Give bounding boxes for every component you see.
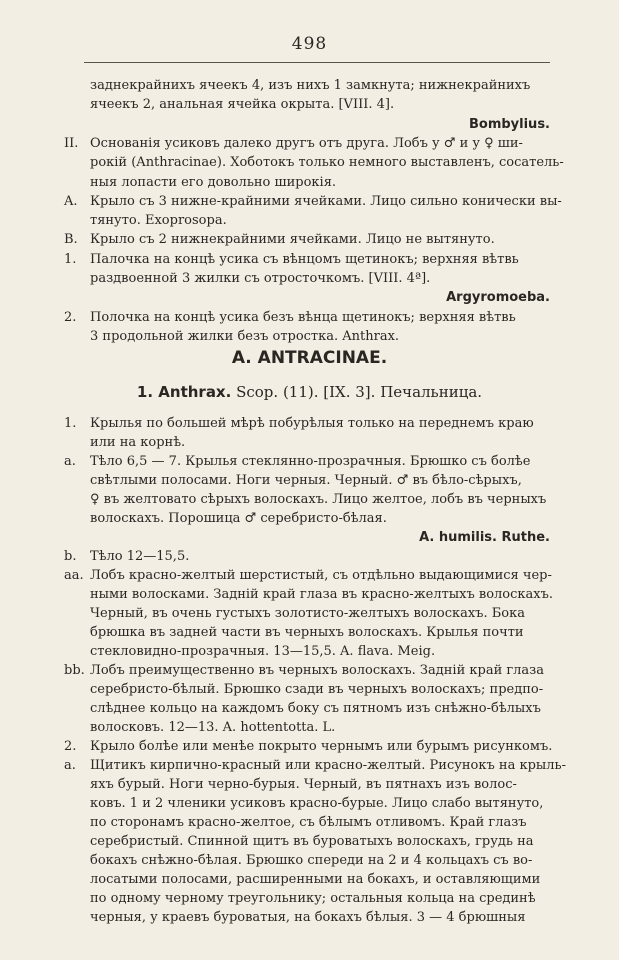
text-line: по одному черному треугольнику; остальныя кольца на срединѣ bbox=[90, 891, 536, 906]
text-line: яхъ бурый. Ноги черно-бурыя. Черный, въ пятнахъ изъ волос- bbox=[90, 777, 517, 792]
text-line: Основанія усиковъ далеко другъ отъ друга. Лобъ у ♂ и у ♀ ши- bbox=[90, 135, 523, 151]
line-marker: A. bbox=[64, 193, 78, 209]
text-line: Крыло болѣе или менѣе покрыто чернымъ или бурымъ рисункомъ. bbox=[90, 739, 553, 754]
text-line: Тѣло 6,5 — 7. Крылья стеклянно-прозрачныя. Брюшко съ болѣе bbox=[90, 454, 531, 469]
text-line: черныя, у краевъ буроватыя, на бокахъ бѣлыя. 3 — 4 брюшныя bbox=[90, 910, 526, 925]
text-line: ♀ въ желтовато сѣрыхъ волоскахъ. Лицо желтое, лобъ въ черныхъ bbox=[90, 492, 547, 507]
text-line: ковъ. 1 и 2 членики усиковъ красно-бурые. Лицо слабо вытянуто, bbox=[90, 796, 544, 811]
text-line: по сторонамъ красно-желтое, съ бѣлымъ отливомъ. Край глазъ bbox=[90, 815, 527, 830]
text-line: волоскахъ. Порошица ♂ серебристо-бѣлая. bbox=[90, 511, 387, 526]
text-line: Черный, въ очень густыхъ золотисто-желтыхъ волоскахъ. Бока bbox=[90, 606, 525, 621]
text-line: A. humilis. Ruthe. bbox=[419, 530, 550, 545]
text-line: ными волосками. Задній край глаза въ красно-желтыхъ волоскахъ. bbox=[90, 587, 553, 602]
text-line: брюшка въ задней части въ черныхъ волоскахъ. Крылья почти bbox=[90, 625, 524, 640]
line-marker: b. bbox=[64, 549, 77, 564]
text-line: волосковъ. 12—13. A. hottentotta. L. bbox=[90, 720, 336, 735]
text-line: Bombylius. bbox=[468, 116, 550, 132]
text-line: Крылья по большей мѣрѣ побурѣлыя только на переднемъ краю bbox=[90, 416, 534, 431]
text-line: Тѣло 12—15,5. bbox=[90, 549, 190, 564]
genus-rest: Scop. (11). [IX. 3]. Печальница. bbox=[236, 383, 483, 401]
genus-name: 1. Anthrax. bbox=[136, 383, 232, 401]
line-marker: B. bbox=[64, 232, 78, 248]
line-marker: 1. bbox=[64, 251, 77, 267]
text-line: Полочка на концѣ усика безъ вѣнца щетинокъ; верхняя вѣтвь bbox=[90, 309, 516, 325]
line-marker: 2. bbox=[64, 309, 77, 325]
text-line: заднекрайнихъ ячеекъ 4, изъ нихъ 1 замкнута; нижнекрайнихъ bbox=[90, 78, 531, 93]
text-line: ныя лопасти его довольно широкія. bbox=[90, 174, 337, 190]
text-line: слѣднее кольцо на каждомъ боку съ пятномъ изъ снѣжно-бѣлыхъ bbox=[90, 701, 541, 716]
header-rule bbox=[84, 62, 550, 63]
line-marker: bb. bbox=[64, 663, 85, 678]
text-line: Лобъ красно-желтый шерстистый, съ отдѣльно выдающимися чер- bbox=[90, 568, 552, 583]
text-line: серебристый. Спинной щитъ въ буроватыхъ волоскахъ, грудь на bbox=[90, 834, 534, 849]
page-number: 498 bbox=[291, 34, 328, 54]
text-line: стекловидно-прозрачныя. 13—15,5. A. flava. Meig. bbox=[90, 644, 436, 659]
text-line: 3 продольной жилки безъ отростка. Anthrax. bbox=[90, 328, 400, 344]
line-marker: aa. bbox=[64, 568, 84, 583]
text-line: Argyromoeba. bbox=[446, 290, 550, 306]
line-marker: II. bbox=[64, 135, 79, 151]
text-line: Щитикъ кирпично-красный или красно-желтый. Рисунокъ на крыль- bbox=[90, 758, 566, 773]
text-line: раздвоенной 3 жилки съ отросточкомъ. [VIII. 4ª]. bbox=[90, 271, 431, 286]
line-marker: 2. bbox=[64, 739, 77, 754]
genus-heading bbox=[0, 383, 619, 401]
text-line: лосатыми полосами, расширенными на бокахъ, и оставляющими bbox=[90, 872, 541, 887]
text-line: бокахъ снѣжно-бѣлая. Брюшко спереди на 2 и 4 кольцахъ съ во- bbox=[90, 853, 533, 868]
text-line: тянуто. Exoprosopa. bbox=[90, 213, 227, 229]
text-line: рокій (Anthracinae). Хоботокъ только немного выставленъ, сосатель- bbox=[90, 155, 564, 171]
text-line: Палочка на концѣ усика съ вѣнцомъ щетинокъ; верхняя вѣтвь bbox=[90, 251, 519, 267]
line-marker: a. bbox=[64, 454, 76, 469]
text-line: Крыло съ 3 нижне-крайними ячейками. Лицо сильно конически вы- bbox=[90, 193, 562, 209]
text-line: Крыло съ 2 нижнекрайними ячейками. Лицо не вытянуто. bbox=[90, 232, 495, 248]
text-line: свѣтлыми полосами. Ноги черныя. Черный. ♂ въ бѣло-сѣрыхъ, bbox=[90, 473, 522, 488]
line-marker: a. bbox=[64, 758, 76, 773]
text-line: ячеекъ 2, анальная ячейка окрыта. [VIII. 4]. bbox=[90, 97, 395, 113]
text-line: серебристо-бѣлый. Брюшко сзади въ черныхъ волоскахъ; предпо- bbox=[90, 682, 544, 697]
section-title: A. ANTRACINAE. bbox=[231, 348, 388, 368]
text-line: Лобъ преимущественно въ черныхъ волоскахъ. Задній край глаза bbox=[90, 663, 545, 678]
text-line: или на корнѣ. bbox=[90, 435, 186, 450]
line-marker: 1. bbox=[64, 416, 77, 431]
